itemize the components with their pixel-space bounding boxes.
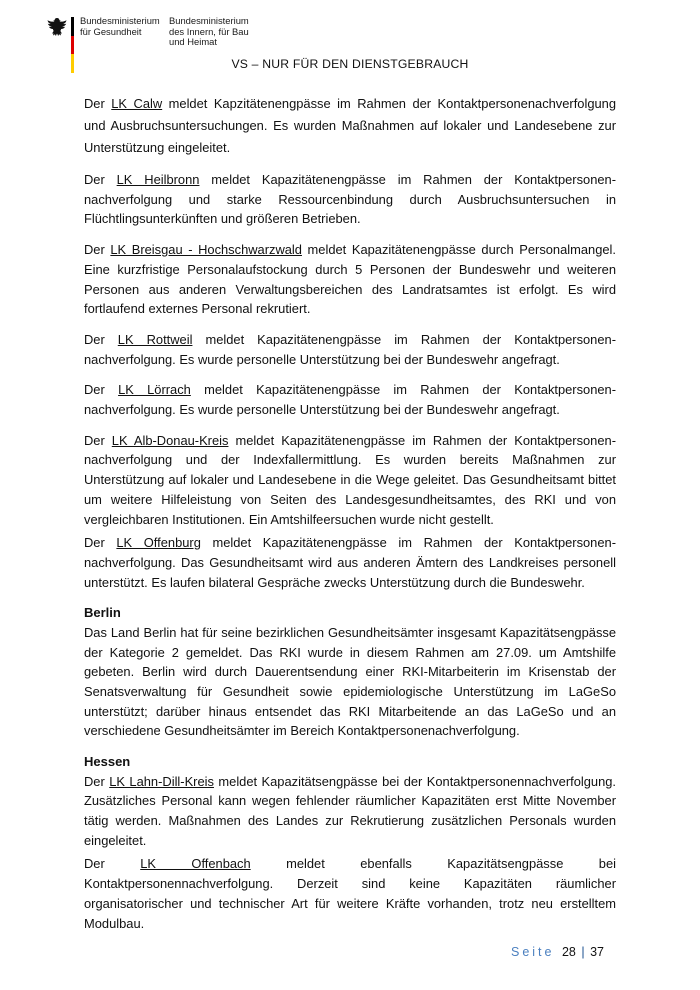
paragraph-berlin: Das Land Berlin hat für seine bezirklichen Gesundheitsämter insgesamt Kapazitätsengpässe der Kategorie 2 gemeldet. Das RKI wurde in diesem Rahmen am 27.09. um Amtshilfe gebeten. Berlin wird durch Dauerentsendung einer RKI-Mitarbeiterin im Krisenstab der Senatsverwaltung für Gesundheit sowie epidemiologische Unterstützung im LaGeSo unterstützt; darüber hinaus entsendet das RKI Mitarbeitende an das LaGeSo und an verschiedene Gesundheitsämter im Bereich Kontaktpersonenachverfolgung. [84, 624, 616, 739]
page-separator: | [581, 945, 585, 959]
text: meldet Kapazitätsengpässe bei der Kontaktpersonennachverfolgung. Zusätzliches Personal kann wegen fehlender räumlicher Kapazitäten erst Mitte November tätig werden. Maßnahmen des Landes zur Rekrutierung zusätzlichen Personals wurden eingeleitet. [84, 773, 616, 848]
section-berlin [84, 603, 616, 741]
paragraph-lk-breisgau [84, 240, 616, 319]
ministry-interior-line3: und Heimat [169, 36, 217, 47]
text: meldet Kapzitätenengpässe im Rahmen der Kontaktpersonenachverfolgung und Ausbruchsuntersuchungen. Es wurden Maßnahmen auf lokaler und Landesebene zur Unterstützung eingeleitet. [84, 96, 617, 155]
text: Der [84, 331, 118, 347]
district-name: LK Alb-Donau-Kreis [111, 432, 229, 448]
text: meldet Kapazitätenengpässe im Rahmen der Kontaktpersonen-nachverfolgung und starke Ressourcenbindung durch Ausbruchsuntersuchen in Flüchtlingsunterkünften und größeren Betrieben. [84, 172, 617, 227]
paragraph-lk-offenbach [84, 854, 616, 933]
paragraph-lk-offenburg [84, 533, 616, 592]
text: Der [84, 535, 117, 551]
flag-red [71, 36, 74, 55]
section-heading-hessen: Hessen [84, 754, 131, 770]
federal-eagle-icon [46, 16, 68, 38]
district-name: LK Calw [111, 96, 163, 111]
text: Der [84, 773, 110, 789]
text: meldet Kapazitätenengpässe im Rahmen der Kontaktpersonen-nachverfolgung. Es wurde personelle Unterstützung bei der Bundeswehr angefragt. [84, 382, 617, 418]
text: Der [84, 96, 112, 111]
ministry-health [80, 16, 160, 37]
ministry-health-line1: Bundesministerium [80, 15, 160, 26]
ministry-interior-line2: des Innern, für Bau [169, 25, 249, 37]
text: Der [84, 382, 119, 398]
text: Der [84, 432, 112, 448]
district-name: LK Breisgau - Hochschwarzwald [110, 242, 302, 258]
paragraph-lk-rottweil [84, 330, 616, 369]
text: meldet Kapazitätenengpässe durch Personalmangel. Eine kurzfristige Personalaufstockung durch 5 Personen der Bundeswehr und weiteren Personen aus anderen Verwaltungsbereichen des Landratsamtes ist erfolgt. Es wird fortlaufend externes Personal rekrutiert. [84, 242, 616, 317]
district-name: LK Rottweil [117, 331, 193, 347]
page-current: 28 [561, 945, 576, 959]
district-name: LK Offenburg [116, 535, 201, 551]
text: meldet Kapazitätenengpässe im Rahmen der Kontaktpersonen-nachverfolgung. Das Gesundheitsamt wird aus anderen Ämtern des Landkreises personell unterstützt. Es laufen bilateral Gespräche zwecks Unterstützung durch die Bundeswehr. [84, 535, 616, 590]
page-label: Seite [510, 945, 555, 959]
section-heading-berlin: Berlin [84, 605, 121, 621]
paragraph-lk-alb-donau [84, 431, 616, 530]
text: Der [84, 242, 111, 258]
section-hessen [84, 752, 616, 933]
district-name: LK Offenbach [140, 856, 251, 872]
district-name: LK Heilbronn [116, 172, 200, 187]
ministry-health-line2: für Gesundheit [80, 25, 142, 37]
text: meldet Kapazitätenengpässe im Rahmen der Kontaktpersonen-nachverfolgung und der Indexfallermittlung. Es wurden bereits Maßnahmen zur Unterstützung auf lokaler und Landesebene in die Wege geleitet. Das Gesundheitsamt bittet um weitere Hilfeleistung von Seiten des Landesgesundheitsamtes, des RKI und von vergleichbaren Institutionen. Ein Amtshilfeersuchen wurde nicht gestellt. [84, 432, 616, 527]
paragraph-lk-lahn-dill [84, 772, 616, 851]
page-total: 37 [590, 945, 604, 959]
district-name: LK Lahn-Dill-Kreis [109, 773, 214, 789]
document-body [84, 93, 616, 944]
ministry-interior-line1: Bundesministerium [169, 15, 249, 26]
flag-black [71, 17, 74, 36]
paragraph-lk-calw [84, 93, 616, 159]
text: Der [84, 172, 117, 187]
ministry-interior [169, 16, 249, 48]
district-name: LK Lörrach [118, 382, 191, 398]
text: meldet ebenfalls Kapazitätsengpässe bei Kontaktpersonennachverfolgung. Derzeit sind keine Kapazitäten räumlicher organisatorischer und technischer Art für weitere Kräfte vorhanden, trotz neu erstelltem Modulbau. [84, 856, 616, 931]
classification-label: VS – NUR FÜR DEN DIENSTGEBRAUCH [231, 57, 469, 71]
text: Der [84, 856, 141, 872]
text: meldet Kapazitätenengpässe im Rahmen der Kontaktpersonen-nachverfolgung. Es wurde personelle Unterstützung bei der Bundeswehr angefragt. [84, 331, 616, 367]
paragraph-lk-heilbronn [84, 170, 616, 229]
paragraph-lk-loerrach [84, 380, 616, 419]
page-footer [511, 945, 604, 959]
